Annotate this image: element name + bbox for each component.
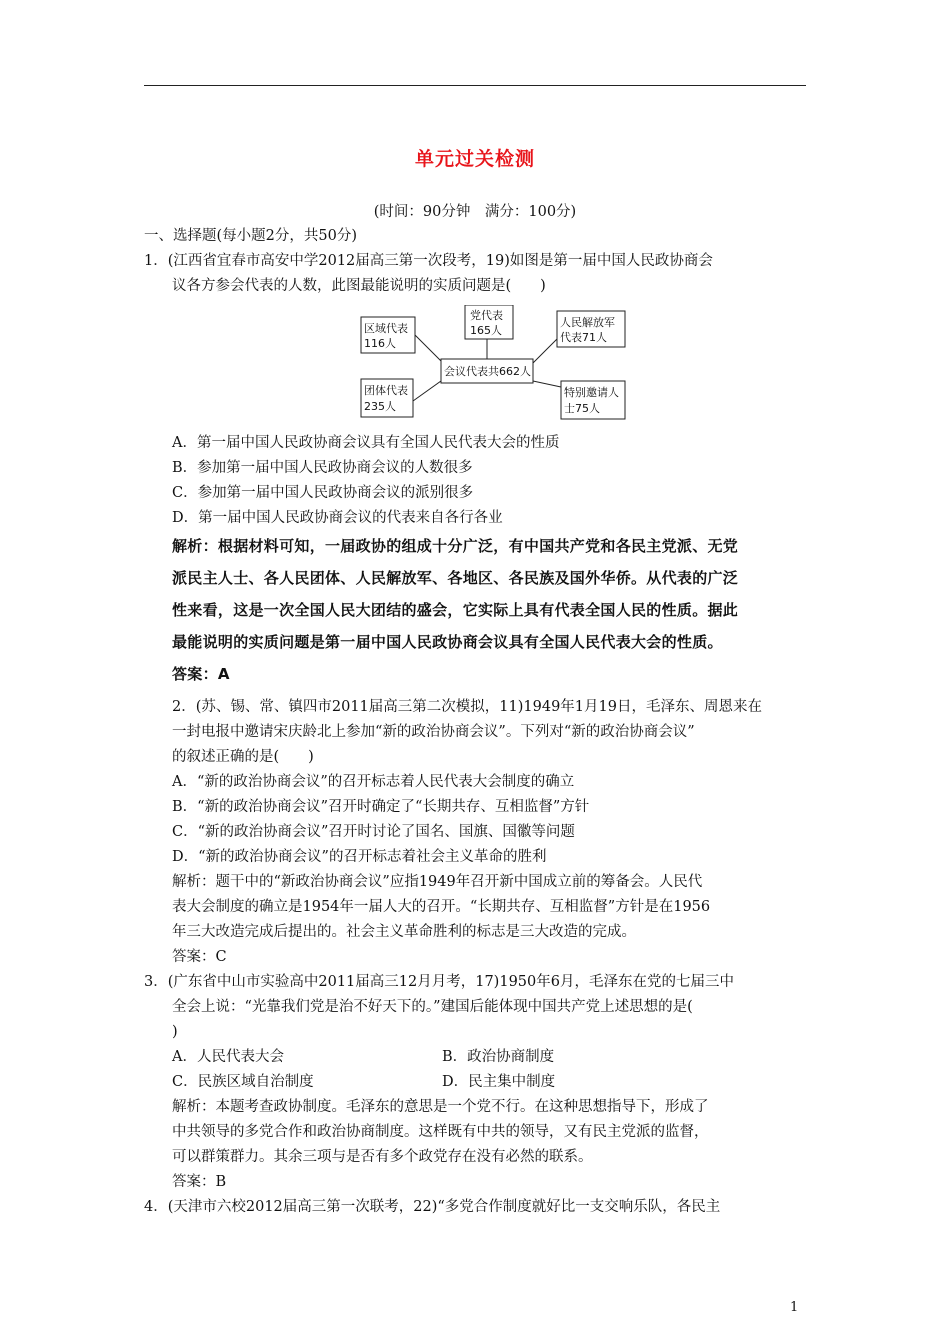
q3-answer: 答案：B [172, 1174, 227, 1190]
exam-time-info: (时间：90分钟 满分：100分) [373, 204, 577, 220]
q1-option-c: C．参加第一届中国人民政协商会议的派别很多 [172, 485, 474, 501]
pla-label-2: 代表71人 [560, 331, 607, 344]
q3-option-c: C．民族区域自治制度 [172, 1074, 314, 1090]
region-label-1: 区域代表 [364, 322, 408, 335]
q2-answer: 答案：C [172, 949, 227, 965]
q1-explanation-line3: 性来看，这是一次全国人民大团结的盛会，它实际上具有代表全国人民的性质。据此 [172, 601, 739, 619]
q1-explanation-line2: 派民主人士、各人民团体、人民解放军、各地区、各民族及国外华侨。从代表的广泛 [172, 569, 739, 587]
q2-explanation-line2: 表大会制度的确立是1954年一届人大的召开。“长期共存、互相监督”方针是在1956 [172, 899, 711, 915]
q2-option-c: C．“新的政治协商会议”召开时讨论了国名、国旗、国徽等问题 [172, 824, 575, 840]
q2-stem-line2: 一封电报中邀请宋庆龄北上参加“新的政治协商会议”。下列对“新的政治协商会议” [172, 724, 695, 740]
q3-option-a: A．人民代表大会 [172, 1049, 284, 1065]
connector-tr [533, 339, 557, 363]
header-rule [144, 85, 806, 86]
q2-stem-line1: 2．(苏、锡、常、镇四市2011届高三第二次模拟，11)1949年1月19日，毛泽东、周恩来在 [172, 699, 762, 715]
q1-option-d: D．第一届中国人民政协商会议的代表来自各行各业 [172, 510, 503, 526]
q3-explanation-line3: 可以群策群力。其余三项与是否有多个政党存在没有必然的联系。 [172, 1149, 593, 1165]
q2-explanation-line3: 年三大改造完成后提出的。社会主义革命胜利的标志是三大改造的完成。 [172, 924, 636, 940]
special-label-1: 特别邀请人 [564, 386, 619, 399]
q2-option-a: A．“新的政治协商会议”的召开标志着人民代表大会制度的确立 [172, 774, 575, 790]
q2-option-d: D．“新的政治协商会议”的召开标志着社会主义革命的胜利 [172, 849, 547, 865]
q1-answer: 答案：A [172, 665, 230, 683]
connector-bl [413, 381, 441, 401]
center-label: 会议代表共662人 [444, 365, 531, 378]
q1-stem-line1: 1．(江西省宜春市高安中学2012届高三第一次段考，19)如图是第一届中国人民政协商会 [144, 253, 713, 269]
q3-stem-line2: 全会上说：“光靠我们党是治不好天下的。”建国后能体现中国共产党上述思想的是( [172, 999, 693, 1015]
q2-stem-line3: 的叙述正确的是( ) [172, 749, 314, 765]
q4-stem-line1: 4．(天津市六校2012届高三第一次联考，22)“多党合作制度就好比一支交响乐队，各民主 [144, 1199, 721, 1215]
q2-option-b: B．“新的政治协商会议”召开时确定了“长期共存、互相监督”方针 [172, 799, 590, 815]
group-label-2: 235人 [364, 400, 396, 413]
region-label-2: 116人 [364, 337, 396, 350]
q3-explanation-line2: 中共领导的多党合作和政治协商制度。这样既有中共的领导，又有民主党派的监督， [172, 1124, 709, 1140]
group-label-1: 团体代表 [364, 384, 408, 397]
pla-label-1: 人民解放军 [560, 316, 615, 329]
connector-tl [415, 335, 441, 361]
q1-option-a: A．第一届中国人民政协商会议具有全国人民代表大会的性质 [172, 435, 560, 451]
q3-option-d: D．民主集中制度 [442, 1074, 556, 1090]
q1-explanation-line4: 最能说明的实质问题是第一届中国人民政协商会议具有全国人民代表大会的性质。 [172, 633, 723, 651]
q3-stem-line1: 3．(广东省中山市实验高中2011届高三12月月考，17)1950年6月，毛泽东在党的七届三中 [144, 974, 734, 990]
connector-br [533, 381, 561, 387]
page-number: 1 [790, 1300, 799, 1315]
section-heading: 一、选择题(每小题2分，共50分) [144, 228, 357, 244]
q3-explanation-line1: 解析：本题考查政协制度。毛泽东的意思是一个党不行。在这种思想指导下，形成了 [172, 1099, 709, 1115]
page-title: 单元过关检测 [414, 148, 535, 170]
q1-option-b: B．参加第一届中国人民政协商会议的人数很多 [172, 460, 473, 476]
delegate-diagram [355, 305, 635, 425]
q3-option-b: B．政治协商制度 [442, 1049, 555, 1065]
q2-explanation-line1: 解析：题干中的“新政治协商会议”应指1949年召开新中国成立前的筹备会。人民代 [172, 874, 703, 890]
q3-stem-line3: ) [172, 1024, 178, 1040]
q1-explanation-line1: 解析：根据材料可知，一届政协的组成十分广泛，有中国共产党和各民主党派、无党 [172, 537, 739, 555]
special-label-2: 士75人 [564, 402, 600, 415]
q1-stem-line2: 议各方参会代表的人数，此图最能说明的实质问题是( ) [172, 278, 546, 294]
party-label-2: 165人 [470, 324, 502, 337]
party-label-1: 党代表 [470, 309, 503, 322]
